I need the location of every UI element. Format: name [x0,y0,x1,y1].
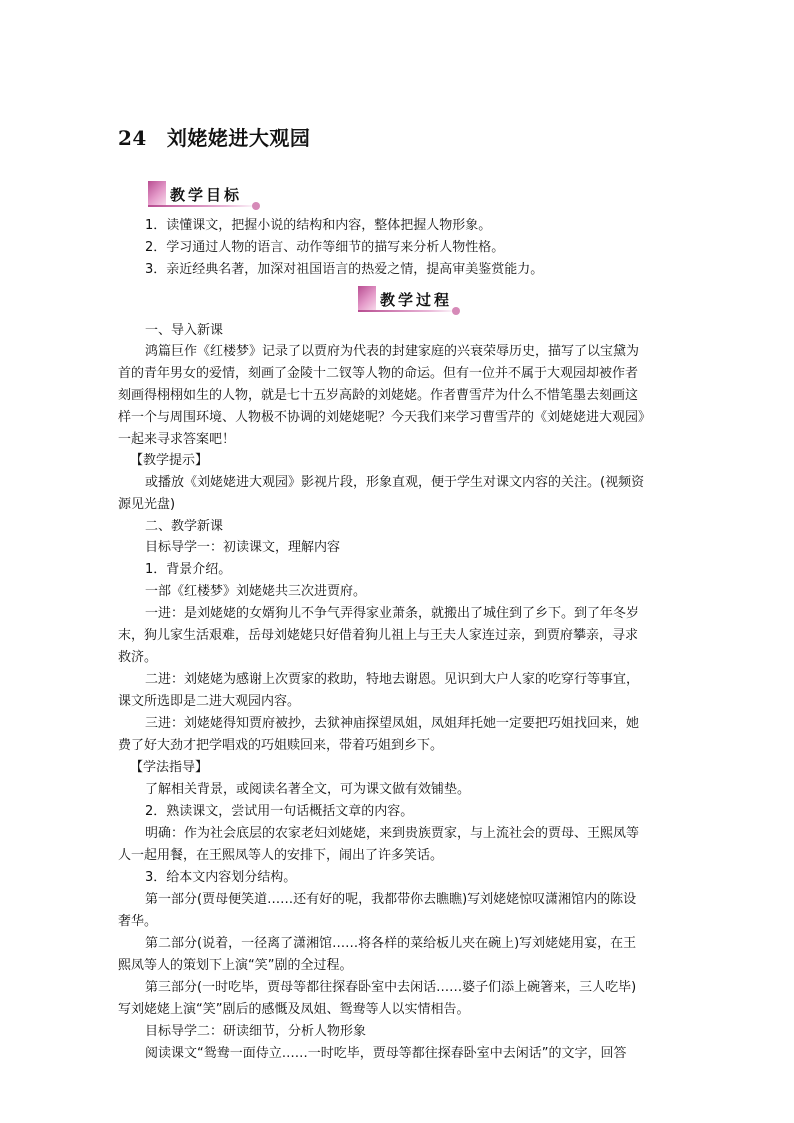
paragraph-line: 刻画得栩栩如生的人物，就是七十五岁高龄的刘姥姥。作者曹雪芹为什么不惜笔墨去刻画这 [118,388,639,403]
lesson-number: 24 [118,126,147,150]
list-item: 3．给本文内容划分结构。 [145,870,297,885]
banner-dot-icon [452,307,460,315]
goal-item: 1．读懂课文，把握小说的结构和内容，整体把握人物形象。 [145,218,492,233]
section-heading: 一、导入新课 [145,323,224,338]
method-heading: 【学法指导】 [130,760,209,775]
teaching-process-banner [358,286,458,312]
paragraph-line: 二进：刘姥姥为感谢上次贾家的救助，特地去谢恩。见识到大户人家的吃穿行等事宜， [145,672,640,687]
paragraph-line: 第一部分(贾母便笑道……还有好的呢，我都带你去瞧瞧)写刘姥姥惊叹潇湘馆内的陈设 [145,892,637,907]
section-heading: 二、教学新课 [145,519,224,534]
paragraph-line: 第三部分(一时吃毕，贾母等都往探春卧室中去闲话……婆子们添上碗箸来，三人吃毕) [145,980,637,995]
paragraph-line: 明确：作为社会底层的农家老妇刘姥姥，来到贵族贾家，与上流社会的贾母、王熙凤等 [145,826,640,841]
paragraph-line: 了解相关背景，或阅读名著全文，可为课文做有效铺垫。 [145,782,471,797]
subsection-heading: 目标导学二：研读细节，分析人物形象 [145,1024,367,1039]
banner-underline [148,205,258,207]
paragraph-line: 阅读课文“鸳鸯一面侍立……一时吃毕，贾母等都往探春卧室中去闲话”的文字，回答 [145,1046,627,1061]
paragraph-line: 奢华。 [118,914,158,929]
banner-label: 教学过程 [380,291,453,309]
paragraph-line: 源见光盘) [118,497,176,512]
paragraph-line: 鸿篇巨作《红楼梦》记录了以贾府为代表的封建家庭的兴衰荣辱历史，描写了以宝黛为 [145,344,640,359]
paragraph-line: 首的青年男女的爱情，刻画了金陵十二钗等人物的命运。但有一位并不属于大观园却被作者 [118,366,639,381]
paragraph-line: 三进：刘姥姥得知贾府被抄，去狱神庙探望凤姐，凤姐拜托她一定要把巧姐找回来，她 [145,716,640,731]
banner-flag-icon [148,181,166,205]
paragraph-line: 末，狗儿家生活艰难，岳母刘姥姥只好借着狗儿祖上与王夫人家连过亲，到贾府攀亲，寻求 [118,628,639,643]
paragraph-line: 第二部分(说着，一径离了潇湘馆……将各样的菜给板儿夹在碗上)写刘姥姥用宴，在王 [145,936,637,951]
list-item: 2．熟读课文，尝试用一句话概括文章的内容。 [145,804,414,819]
paragraph-line: 一部《红楼梦》刘姥姥共三次进贾府。 [145,584,367,599]
goal-item: 2．学习通过人物的语言、动作等细节的描写来分析人物性格。 [145,240,505,255]
lesson-title [118,122,310,151]
paragraph-line: 一起来寻求答案吧！ [118,432,236,447]
subsection-heading: 目标导学一：初读课文，理解内容 [145,540,341,555]
banner-flag-icon [358,286,376,310]
goal-item: 3．亲近经典名著，加深对祖国语言的热爱之情，提高审美鉴赏能力。 [145,262,544,277]
paragraph-line: 或播放《刘姥姥进大观园》影视片段，形象直观，便于学生对课文内容的关注。(视频资 [145,475,645,490]
paragraph-line: 写刘姥姥上演“笑”剧后的感慨及凤姐、鸳鸯等人以实情相告。 [118,1002,470,1017]
lesson-title-text: 刘姥姥进大观园 [166,126,311,150]
paragraph-line: 熙凤等人的策划下上演“笑”剧的全过程。 [118,958,353,973]
banner-underline [358,310,458,312]
banner-dot-icon [252,202,260,210]
teaching-goals-banner [148,181,258,207]
paragraph-line: 课文所选即是二进大观园内容。 [118,694,301,709]
tip-heading: 【教学提示】 [130,453,209,468]
banner-label: 教学目标 [170,186,243,204]
paragraph-line: 费了好大劲才把学唱戏的巧姐赎回来，带着巧姐到乡下。 [118,738,444,753]
paragraph-line: 救济。 [118,650,158,665]
paragraph-line: 人一起用餐，在王熙凤等人的安排下，闹出了许多笑话。 [118,848,444,863]
list-item: 1．背景介绍。 [145,562,232,577]
paragraph-line: 样一个与周围环境、人物极不协调的刘姥姥呢？今天我们来学习曹雪芹的《刘姥姥进大观园》 [118,410,652,425]
paragraph-line: 一进：是刘姥姥的女婿狗儿不争气弄得家业萧条，就搬出了城住到了乡下。到了年冬岁 [145,606,640,621]
